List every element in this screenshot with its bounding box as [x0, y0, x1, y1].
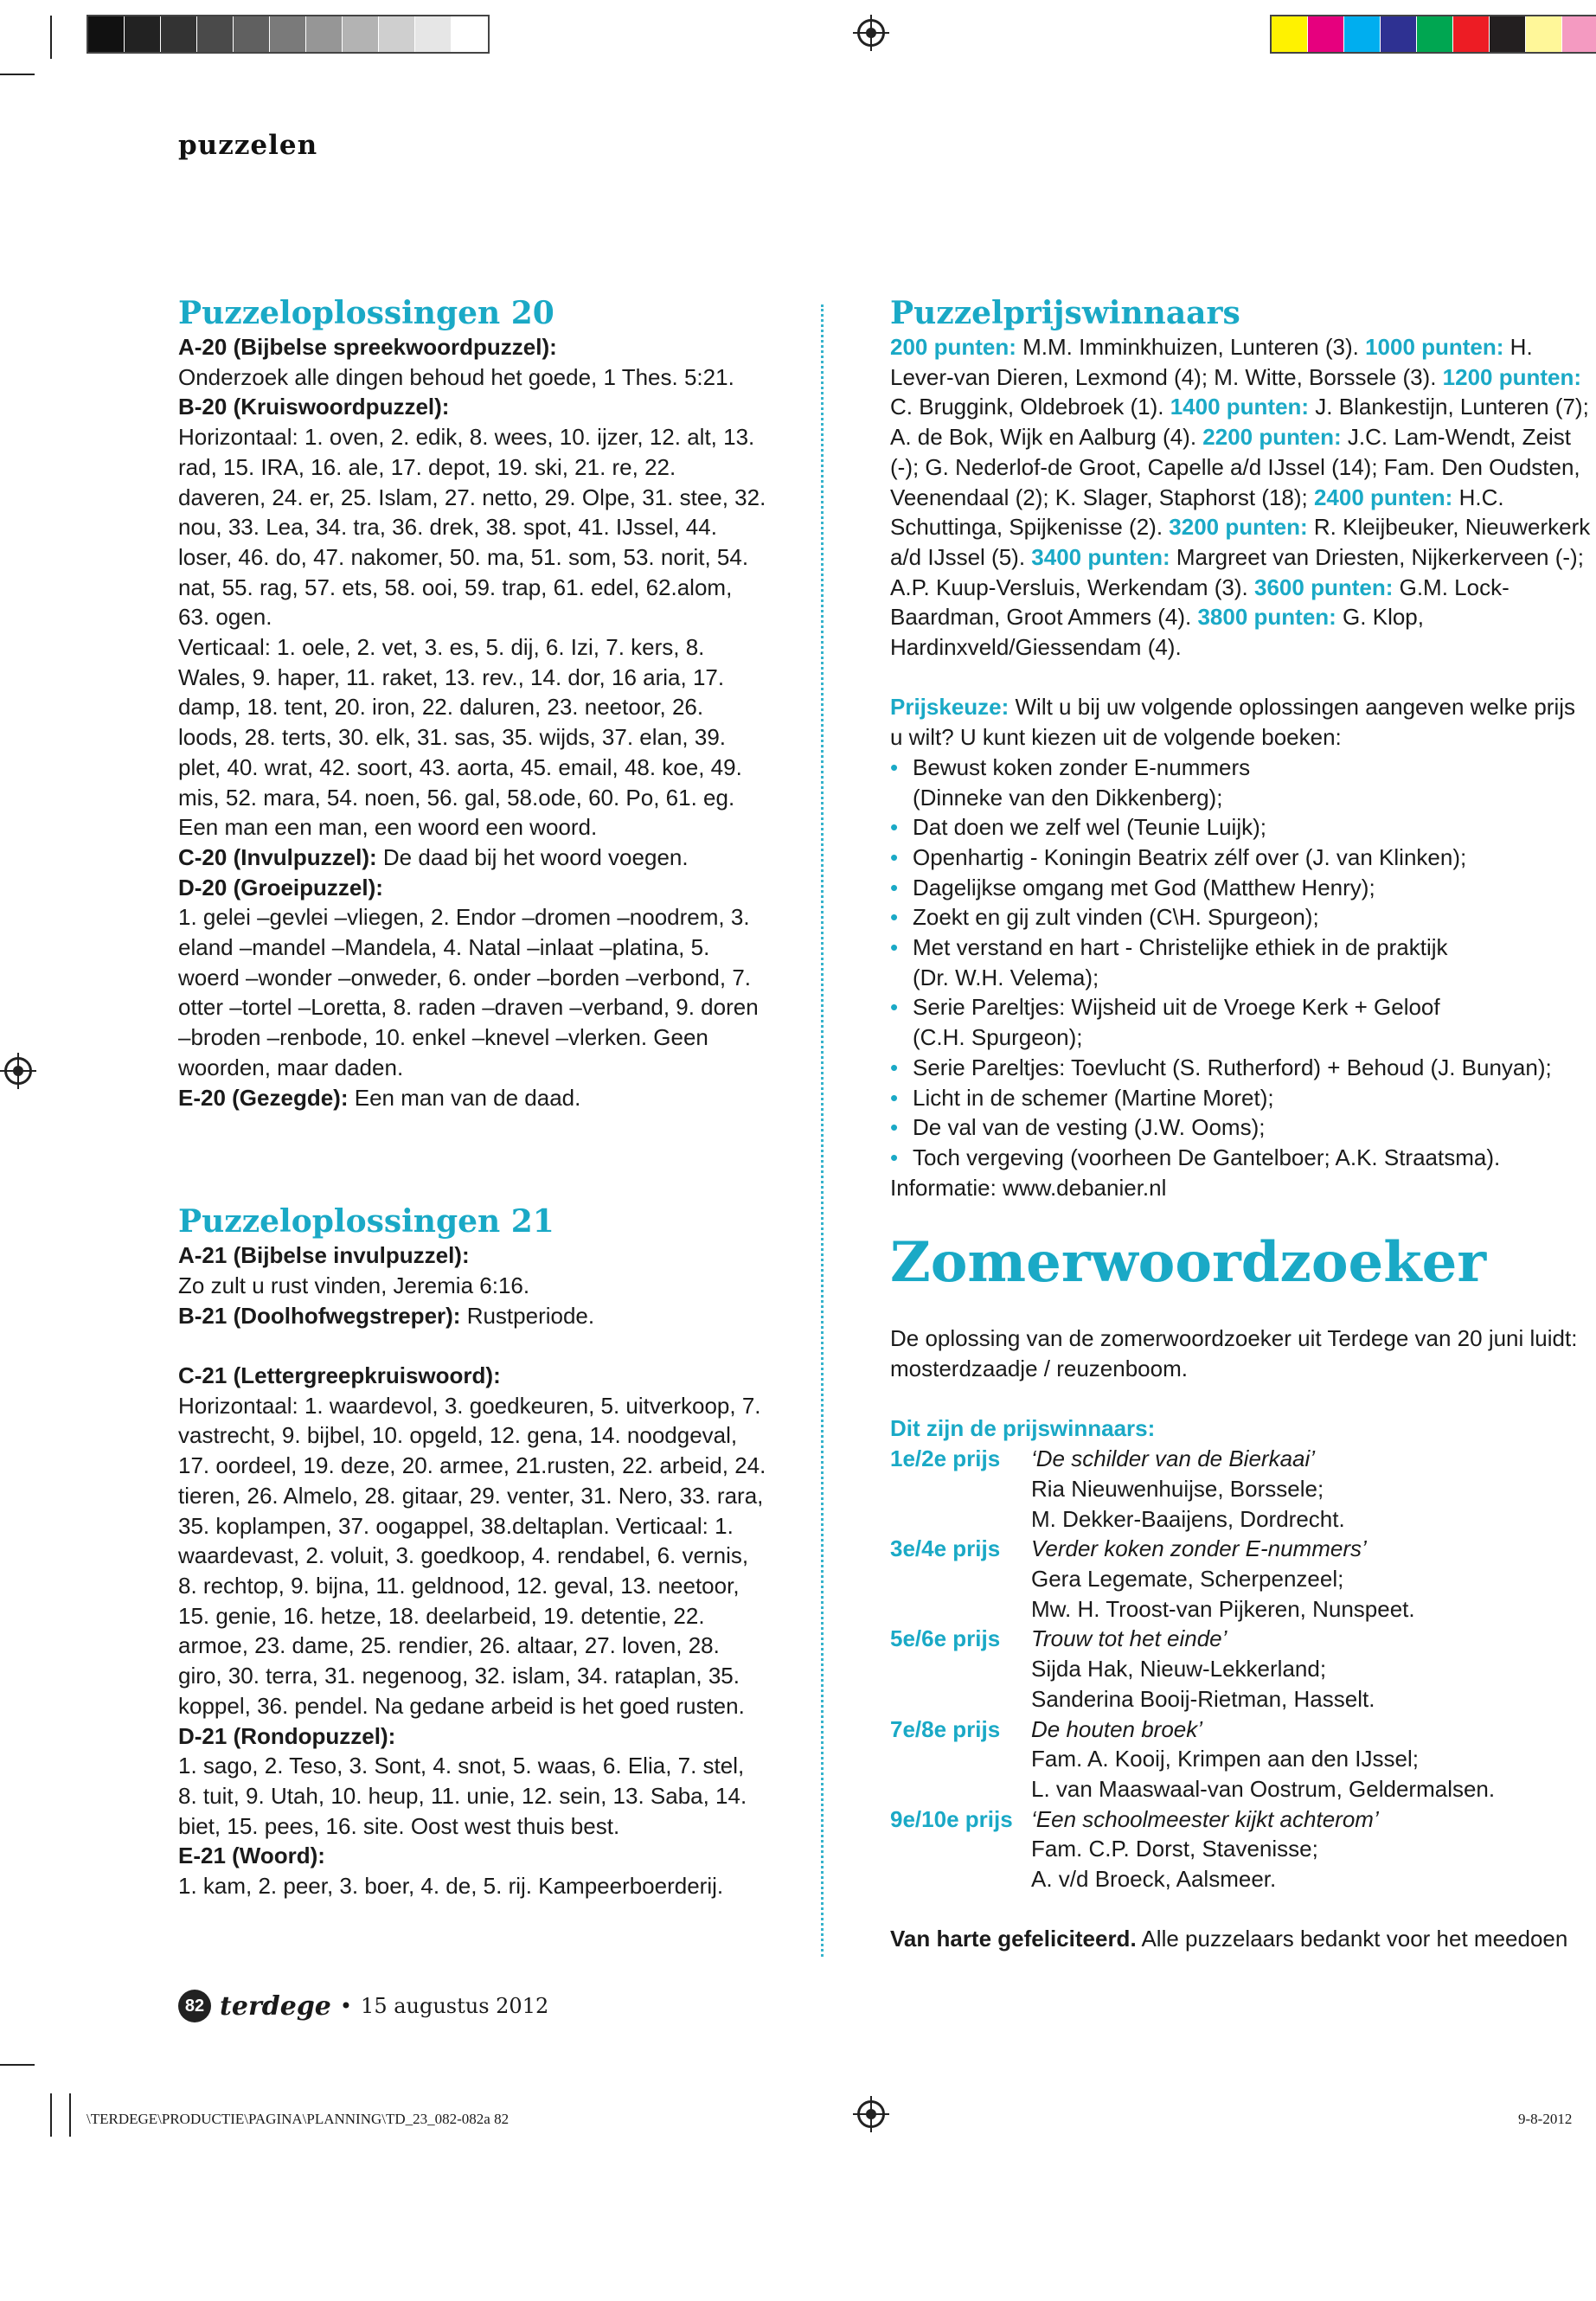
points-label: 200 punten: — [890, 334, 1016, 360]
book-line: • Met verstand en hart - Christelijke ethiek in de praktijk — [913, 934, 1448, 961]
prijskeuze-label: Prijskeuze: — [890, 694, 1010, 721]
spacer — [890, 1744, 1031, 1774]
e20-label: E-20 (Gezegde): — [178, 1084, 349, 1111]
calibration-swatch — [1272, 16, 1308, 52]
c21-label: C-21 (Lettergreepkruiswoord): — [178, 1362, 501, 1389]
prijskeuze-text: Wilt u bij uw volgende oplossingen aangeven welke prijs u wilt? U kunt kiezen uit de volgende boeken: — [890, 694, 1576, 751]
info-line: Informatie: www.debanier.nl — [890, 1174, 1167, 1201]
book-item — [890, 873, 1591, 903]
book-line: • Toch vergeving (voorheen De Gantelboer; A.K. Straatsma). — [913, 1144, 1501, 1170]
book-line: • Licht in de schemer (Martine Moret); — [913, 1084, 1274, 1111]
points-label: 1000 punten: — [1365, 334, 1504, 360]
calibration-swatch — [1417, 16, 1453, 52]
prize-entry — [890, 1444, 1591, 1534]
book-line: • Serie Pareltjes: Wijsheid uit de Vroege Kerk + Geloof — [913, 994, 1440, 1021]
prize-book: Verder koken zonder E-nummers’ — [1031, 1535, 1367, 1562]
book-line: • Zoekt en gij zult vinden (C\H. Spurgeon); — [913, 904, 1319, 931]
column-divider — [821, 304, 824, 1957]
d21-label: D-21 (Rondopuzzel): — [178, 1722, 396, 1749]
footer-bullet: • — [339, 1994, 353, 2018]
crop-mark — [50, 16, 52, 59]
prize-label: 3e/4e prijs — [890, 1535, 1001, 1562]
book-item — [890, 843, 1591, 873]
a20-label: A-20 (Bijbelse spreekwoordpuzzel): — [178, 334, 557, 360]
winner-names: Margreet van Driesten, Nijkerkerveen (-); A.P. Kuup-Versluis, Werkendam (3). — [890, 543, 1584, 600]
e21-label: E-21 (Woord): — [178, 1843, 325, 1869]
closing-bold: Van harte gefeliciteerd. — [890, 1926, 1137, 1952]
prize-winner: Ria Nieuwenhuijse, Borssele; — [1031, 1475, 1324, 1502]
crop-mark — [50, 2093, 52, 2137]
book-line: • Dat doen we zelf wel (Teunie Luijk); — [913, 814, 1266, 841]
prize-winner: Sanderina Booij-Rietman, Hasselt. — [1031, 1685, 1375, 1712]
d21-text: 1. sago, 2. Teso, 3. Sont, 4. snot, 5. waas, 6. Elia, 7. stel, 8. tuit, 9. Utah, 10. heup, 11. unie, 12. sein, 13. Saba, 14. biet, 15. pees, 16. site. Oost west thuis best. — [178, 1753, 747, 1839]
book-item — [890, 812, 1591, 843]
prize-label: 9e/10e prijs — [890, 1805, 1013, 1832]
book-line: (Dinneke van den Dikkenberg); — [913, 784, 1223, 811]
points-label: 2200 punten: — [1202, 424, 1342, 451]
crop-mark — [0, 74, 35, 75]
prize-winner: A. v/d Broeck, Aalsmeer. — [1031, 1866, 1277, 1893]
points-label: 3800 punten: — [1197, 604, 1336, 631]
spacer — [890, 1474, 1031, 1504]
winner-names: R. Kleijbeuker, Nieuwerkerk a/d IJssel (5). — [890, 514, 1591, 570]
gray-calibration-bar — [87, 15, 490, 54]
magazine-logo: terdege — [220, 1990, 331, 2022]
points-label: 1400 punten: — [1170, 394, 1310, 420]
book-line: • Bewust koken zonder E-nummers — [913, 753, 1251, 780]
e20-text: Een man van de daad. — [348, 1084, 581, 1111]
points-label: 3200 punten: — [1169, 514, 1308, 541]
book-item — [890, 902, 1591, 933]
spacer — [890, 1684, 1031, 1715]
section-label: puzzelen — [178, 130, 318, 161]
calibration-swatch — [125, 16, 161, 52]
c20-text: De daad bij het woord voegen. — [376, 843, 689, 870]
a21-label: A-21 (Bijbelse invulpuzzel): — [178, 1242, 470, 1269]
right-column — [890, 294, 1591, 1954]
zomer-text: De oplossing van de zomerwoordzoeker uit Terdege van 20 juni luidt: mosterdzaadje / reuzenboom. — [890, 1325, 1578, 1382]
book-item — [890, 1112, 1591, 1143]
book-item — [890, 1053, 1591, 1083]
winner-names: H.C. Schuttinga, Spijkenisse (2). — [890, 484, 1504, 541]
prize-winner: Gera Legemate, Scherpenzeel; — [1031, 1565, 1344, 1592]
prize-winner: Fam. C.P. Dorst, Stavenisse; — [1031, 1836, 1318, 1862]
closing-line — [890, 1924, 1591, 1954]
prize-entry — [890, 1715, 1591, 1804]
calibration-swatch — [1308, 16, 1344, 52]
prize-entry — [890, 1624, 1591, 1714]
winner-names: H. Lever-van Dieren, Lexmond (4); M. Witte, Borssele (3). — [890, 334, 1533, 390]
page-number: 82 — [178, 1990, 211, 2022]
prize-list — [890, 1444, 1591, 1894]
book-item — [890, 992, 1591, 1052]
book-list — [890, 753, 1591, 1173]
prize-winner: M. Dekker-Baaijens, Dordrecht. — [1031, 1505, 1345, 1532]
c21-text: Horizontaal: 1. waardevol, 3. goedkeuren, 5. uitverkoop, 7. vastrecht, 9. bijbel, 10. opgeld, 12. gena, 14. noodgeval, 17. oordeel, 19. deze, 20. armee, 21.rusten, 22. arbeid, 24. tieren, 26. Almelo, 28. gitaar, 29. venter, 31. Nero, 33. rara, 35. koplampen, 37. oogappel, 38.deltaplan. Verticaal: 1. waardevast, 2. voluit, 3. goedkoop, 4. rendabel, 6. vernis, 8. rechtop, 9. bijna, 11. geldnood, 12. geval, 13. neetoor, 15. genie, 16. hetze, 18. deelarbeid, 19. detentie, 22. armoe, 23. dame, 25. rendier, 26. altaar, 27. loven, 28. giro, 30. terra, 31. negenoog, 32. islam, 34. rataplan, 35. koppel, 36. pendel. Na gedane arbeid is het goed rusten. — [178, 1392, 766, 1719]
zomerwoordzoeker-title: Zomerwoordzoeker — [890, 1230, 1487, 1296]
a20-text: Onderzoek alle dingen behoud het goede, 1 Thes. 5:21. — [178, 363, 734, 390]
winner-names: J.C. Lam-Wendt, Zeist (-); G. Nederlof-de Groot, Capelle a/d IJssel (14); Fam. Den Oudsten, Veenendaal (2); K. Slager, Staphorst (18); — [890, 424, 1580, 510]
a21-text: Zo zult u rust vinden, Jeremia 6:16. — [178, 1272, 530, 1298]
winner-names: G.M. Lock-Baardman, Groot Ammers (4). — [890, 574, 1509, 631]
spacer — [890, 1864, 1031, 1894]
calibration-swatch — [1453, 16, 1490, 52]
prize-book: De houten broek’ — [1031, 1715, 1203, 1742]
prize-book: ‘Een schoolmeester kijkt achterom’ — [1031, 1805, 1379, 1832]
prize-winner: Sijda Hak, Nieuw-Lekkerland; — [1031, 1656, 1327, 1682]
b21-text: Rustperiode. — [460, 1302, 595, 1329]
calibration-swatch — [88, 16, 125, 52]
winner-names: M.M. Imminkhuizen, Lunteren (3). — [1016, 334, 1366, 360]
spacer — [890, 1594, 1031, 1625]
calibration-swatch — [1381, 16, 1417, 52]
spacer — [890, 1834, 1031, 1864]
points-label: 3600 punten: — [1254, 574, 1394, 600]
b21-line — [178, 1301, 766, 1331]
book-item — [890, 1143, 1591, 1173]
prize-entry — [890, 1804, 1591, 1894]
winner-names: C. Bruggink, Oldebroek (1). — [890, 394, 1170, 420]
book-line: • Serie Pareltjes: Toevlucht (S. Rutherford) + Behoud (J. Bunyan); — [913, 1054, 1552, 1080]
prize-label: 7e/8e prijs — [890, 1715, 1001, 1742]
book-line: • Openhartig - Koningin Beatrix zélf over (J. van Klinken); — [913, 843, 1467, 870]
calibration-swatch — [415, 16, 452, 52]
calibration-swatch — [1526, 16, 1562, 52]
prize-heading: Dit zijn de prijswinnaars: — [890, 1415, 1156, 1442]
prize-label: 5e/6e prijs — [890, 1625, 1001, 1652]
d20-text: 1. gelei –gevlei –vliegen, 2. Endor –dromen –noodrem, 3. eland –mandel –Mandela, 4. Natal –inlaat –platina, 5. woerd –wonder –onweder, 6. onder –borden –verbond, 7. otter –tortel –Loretta, 8. raden –draven –verband, 9. doren –broden –renbode, 10. enkel –knevel –vlerken. Geen woorden, maar daden. — [178, 904, 759, 1080]
registration-mark-icon — [4, 1057, 32, 1085]
solutions-20-title: Puzzeloplossingen 20 — [178, 295, 554, 331]
prize-winner: L. van Maaswaal-van Oostrum, Geldermalsen. — [1031, 1775, 1496, 1802]
spacer — [890, 1774, 1031, 1804]
book-item — [890, 1083, 1591, 1113]
color-calibration-bar — [1270, 15, 1596, 54]
e21-text: 1. kam, 2. peer, 3. boer, 4. de, 5. rij. Kampeerboerderij. — [178, 1873, 724, 1900]
calibration-swatch — [1562, 16, 1596, 52]
points-label: 3400 punten: — [1031, 543, 1170, 570]
registration-mark-icon — [857, 19, 885, 47]
crop-mark — [69, 2093, 71, 2137]
crop-mark — [0, 2064, 35, 2066]
solutions-21-title: Puzzeloplossingen 21 — [178, 1203, 554, 1240]
file-slug: \TERDEGE\PRODUCTIE\PAGINA\PLANNING\TD_23_082-082a 82 — [87, 2111, 510, 2127]
prize-label: 1e/2e prijs — [890, 1445, 1001, 1472]
c20-label: C-20 (Invulpuzzel): — [178, 843, 377, 870]
book-line: • De val van de vesting (J.W. Ooms); — [913, 1114, 1266, 1141]
prize-winner: Fam. A. Kooij, Krimpen aan den IJssel; — [1031, 1746, 1419, 1772]
winner-names: J. Blankestijn, Lunteren (7); A. de Bok, Wijk en Aalburg (4). — [890, 394, 1589, 451]
winner-names: G. Klop, Hardinxveld/Giessendam (4). — [890, 604, 1424, 661]
book-item — [890, 933, 1591, 992]
slug-date: 9-8-2012 — [1518, 2111, 1573, 2127]
calibration-swatch — [452, 16, 488, 52]
spacer — [890, 1654, 1031, 1684]
calibration-swatch — [234, 16, 270, 52]
points-label: 1200 punten: — [1442, 363, 1582, 390]
calibration-swatch — [161, 16, 197, 52]
left-column — [178, 294, 766, 1901]
b20-horizontal: Horizontaal: 1. oven, 2. edik, 8. wees, 10. ijzer, 12. alt, 13. rad, 15. IRA, 16. ale, 17. depot, 19. ski, 21. re, 22. daveren, 24. er, 25. Islam, 27. netto, 29. Olpe, 31. stee, 32. nou, 33. Lea, 34. tra, 36. drek, 38. spot, 41. IJssel, 44. loser, 46. do, 47. nakomer, 50. ma, 51. som, 53. norit, 54. nat, 55. rag, 57. ets, 58. ooi, 59. trap, 61. edel, 62.alom, 63. ogen. — [178, 424, 766, 631]
c20-line — [178, 843, 766, 873]
book-line: (Dr. W.H. Velema); — [913, 964, 1099, 990]
prize-book: Trouw tot het einde’ — [1031, 1625, 1227, 1652]
prize-winner: Mw. H. Troost-van Pijkeren, Nunspeet. — [1031, 1595, 1415, 1622]
calibration-swatch — [270, 16, 306, 52]
book-line: • Dagelijkse omgang met God (Matthew Henry); — [913, 874, 1375, 901]
page-footer — [178, 1990, 548, 2022]
b20-label: B-20 (Kruiswoordpuzzel): — [178, 394, 450, 420]
calibration-swatch — [306, 16, 343, 52]
calibration-swatch — [343, 16, 379, 52]
calibration-swatch — [379, 16, 415, 52]
prijskeuze-paragraph — [890, 692, 1591, 752]
d20-label: D-20 (Groeipuzzel): — [178, 874, 383, 901]
issue-date: 15 augustus 2012 — [361, 1994, 549, 2018]
points-label: 2400 punten: — [1313, 484, 1453, 510]
calibration-swatch — [197, 16, 234, 52]
book-item — [890, 753, 1591, 812]
closing-text: Alle puzzelaars bedankt voor het meedoen — [1136, 1926, 1568, 1952]
prize-book: ‘De schilder van de Bierkaai’ — [1031, 1445, 1316, 1472]
e20-line — [178, 1083, 766, 1113]
winners-title: Puzzelprijswinnaars — [890, 295, 1240, 331]
calibration-swatch — [1344, 16, 1381, 52]
calibration-swatch — [1490, 16, 1526, 52]
spacer — [890, 1504, 1031, 1535]
b20-vertical: Verticaal: 1. oele, 2. vet, 3. es, 5. dij, 6. Izi, 7. kers, 8. Wales, 9. haper, 11. raket, 13. rev., 14. dor, 16 aria, 17. damp, 18. tent, 20. iron, 22. daluren, 23. neetoor, 26. loods, 28. terts, 30. elk, 31. sas, 35. wijds, 37. elan, 39. plet, 40. wrat, 42. soort, 43. aorta, 45. email, 48. koe, 49. mis, 52. mara, 54. noen, 56. gal, 58.ode, 60. Po, 61. eg. Een man een man, een woord een woord. — [178, 634, 742, 841]
registration-mark-icon — [857, 2100, 885, 2128]
prize-entry — [890, 1534, 1591, 1624]
winners-paragraph — [890, 332, 1591, 663]
spacer — [890, 1564, 1031, 1594]
book-line: (C.H. Spurgeon); — [913, 1024, 1083, 1051]
b21-label: B-21 (Doolhofwegstreper): — [178, 1302, 461, 1329]
